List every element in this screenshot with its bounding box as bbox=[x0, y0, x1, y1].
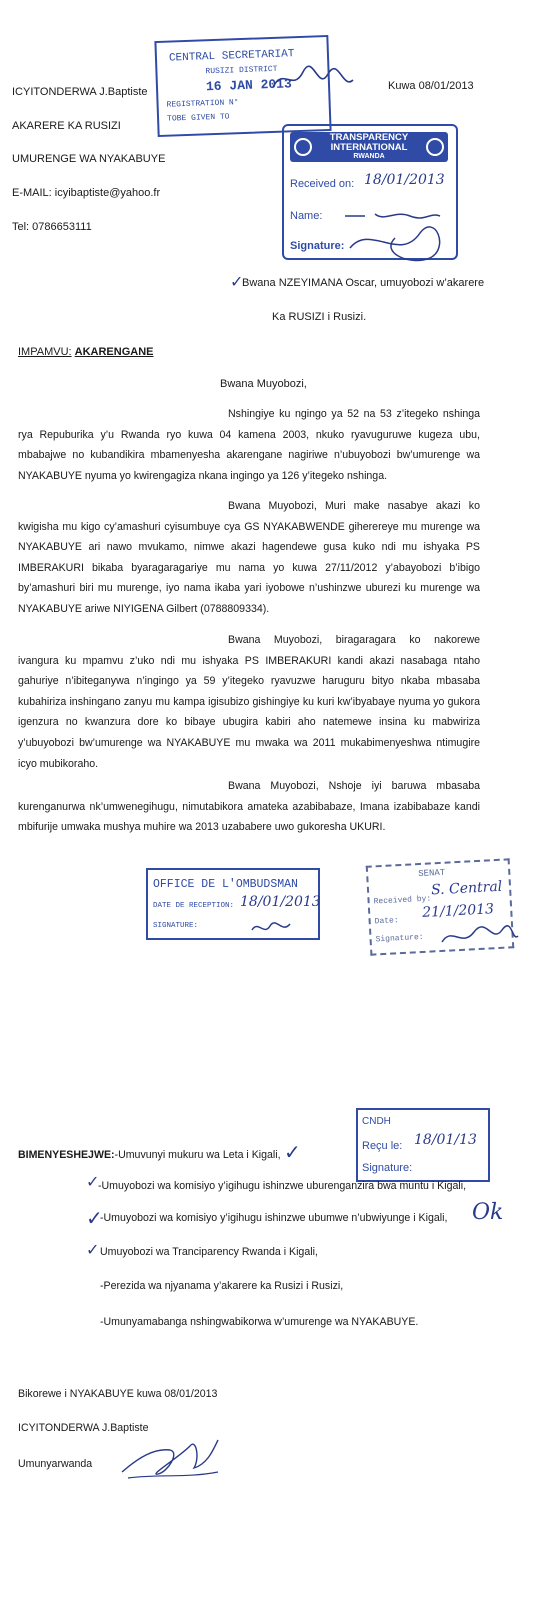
sender-district: AKARERE KA RUSIZI bbox=[12, 120, 121, 132]
copy-item: -Perezida wa njyanama y’akarere ka Rusizi i Rusizi, bbox=[100, 1280, 344, 1292]
central-stamp-date: 16 JAN 2013 bbox=[205, 76, 293, 95]
copies-label: BIMENYESHEJWE: bbox=[18, 1149, 115, 1161]
central-stamp-title: CENTRAL SECRETARIAT bbox=[168, 48, 295, 65]
ti-org-line3: RWANDA bbox=[353, 153, 385, 160]
check-icon: ✓ bbox=[230, 272, 244, 291]
sender-tel: Tel: 0786653111 bbox=[12, 221, 92, 233]
check-icon: ✓ bbox=[284, 1140, 301, 1164]
senate-received-label: Received by: bbox=[373, 894, 432, 907]
cndh-recu-label: Reçu le: bbox=[362, 1140, 403, 1152]
subject-label: IMPAMVU: bbox=[18, 346, 72, 358]
senate-signature-scribble bbox=[440, 922, 520, 952]
body-paragraph: Nshingiye ku ngingo ya 52 na 53 z’itegeko nshinga rya Repuburika y’u Rwanda ryo kuwa 04 kamena 2003, nkuko ryavuguruwe kugeza ubu, mbabajwe no kubandikira mbamenyesha akarengane nagiriwe n’ubuyobozi bw’umurenge wa NYAKABUYE nyuma yo kwirengagiza nkana ingingo ya 126 y’itegeko nshinga. bbox=[18, 408, 480, 482]
ti-name-label: Name: bbox=[290, 210, 323, 222]
letter-date: Kuwa 08/01/2013 bbox=[388, 80, 474, 92]
cndh-stamp bbox=[356, 1108, 490, 1182]
body-paragraph: Bwana Muyobozi, biragaragara ko nakorewe ivangura ku mpamvu z’uko ndi mu ishyaka PS IMBERAKURI kandi akazi nasabaga ntaho gahuriye n’ibiteganywa n’ingingo ya 59 y’itegeko ryavuzwe haruguru bityo nkaba mbasaba kubahiriza inshingano zanyu mu kampa igisubizo gishingiye ku kuri kw’ibyabaye nyuma yo gukora igenzura no kwanzura dore ko bibaye ubugira kabiri aho natemewe insina ku mabwiriza y’ubuyobozi bw’umurenge wa NYAKABUYE mu mwaka wa 2011 mukabimenyeshwa ntimugire icyo mubikoraho. bbox=[18, 634, 480, 770]
recipient-line2: Ka RUSIZI i Rusizi. bbox=[272, 311, 367, 323]
check-icon: ✓ bbox=[86, 1172, 100, 1191]
sender-sector: UMURENGE WA NYAKABUYE bbox=[12, 153, 166, 165]
body-paragraph: Bwana Muyobozi, Muri make nasabye akazi ko kwigisha mu kigo cy’amashuri cyisumbuye cya GS NYAKABWENDE giherereye mu murenge wa NYAKABUYE ari nawo mvukamo, nimwe akazi hagendewe gusa kuko ndi mu ishyaka PS IMBERAKURI bikaba byaragaragariye mu nama yo kuwa 27/11/2012 y’abayobozi b’ibigo by’amashuri biri mu murenge, iyo nama ikaba yari iyobowe n’ushinzwe uburezi ku murenge wa NYAKABUYE ariwe NIYIGENA Gilbert (0788809334). bbox=[18, 500, 480, 615]
senate-date-label: Date: bbox=[374, 916, 399, 927]
salutation: Bwana Muyobozi, bbox=[220, 378, 307, 390]
copy-item: -Umuvunyi mukuru wa Leta i Kigali, bbox=[114, 1149, 281, 1161]
ti-org-line1: TRANSPARENCY bbox=[329, 132, 409, 143]
copies-first-line bbox=[18, 1149, 281, 1161]
ombudsman-signature-label: SIGNATURE: bbox=[153, 922, 199, 930]
copy-item: -Umuyobozi wa komisiyo y’igihugu ishinzwe uburenganzira bwa muntu i Kigali, bbox=[98, 1180, 467, 1192]
ombudsman-date-label: DATE DE RECEPTION: bbox=[153, 902, 235, 910]
cndh-title: CNDH bbox=[362, 1116, 391, 1127]
senate-stamp-head: SENAT bbox=[417, 867, 446, 880]
ti-signature-label: Signature: bbox=[290, 240, 345, 252]
cndh-signature-label: Signature: bbox=[362, 1162, 413, 1174]
author-signature bbox=[118, 1428, 228, 1488]
senate-received-by: S. Central bbox=[430, 878, 503, 899]
ombudsman-title: OFFICE DE L'OMBUDSMAN bbox=[153, 878, 298, 891]
subject bbox=[18, 346, 153, 358]
ombudsman-signature-scribble bbox=[250, 918, 300, 938]
senate-date: 21/1/2013 bbox=[421, 901, 495, 921]
ti-banner bbox=[290, 132, 448, 162]
ti-received-date: 18/01/2013 bbox=[364, 172, 445, 188]
ok-note: Ok bbox=[472, 1200, 504, 1225]
copy-item: -Umunyamabanga nshingwabikorwa w’umurenge wa NYAKABUYE. bbox=[100, 1316, 419, 1328]
ti-name-scribble bbox=[340, 208, 460, 268]
sender-email: E-MAIL: icyibaptiste@yahoo.fr bbox=[12, 187, 161, 199]
body-paragraph: Bwana Muyobozi, Nshoje iyi baruwa mbasaba kurenganurwa nk’umwenegihugu, nimutabikora amateka azabibabaze, Imana izabibabaze kandi mbifurije umwaka mushya muhire wa 2013 uzababere uwo gukoresha UKURI. bbox=[18, 780, 480, 834]
check-icon: ✓ bbox=[86, 1206, 103, 1230]
recipient-line1: Bwana NZEYIMANA Oscar, umuyobozi w’akarere bbox=[242, 277, 485, 289]
senate-signature-label: Signature: bbox=[375, 932, 424, 945]
sender-name: ICYITONDERWA J.Baptiste bbox=[12, 86, 148, 98]
closing-place-date: Bikorewe i NYAKABUYE kuwa 08/01/2013 bbox=[18, 1388, 218, 1400]
central-stamp-tobe: TOBE GIVEN TO bbox=[166, 112, 230, 124]
copy-item: Umuyobozi wa Tranciparency Rwanda i Kigali, bbox=[100, 1246, 318, 1258]
closing-title: Umunyarwanda bbox=[18, 1458, 93, 1470]
subject-value: AKARENGANE bbox=[74, 346, 154, 358]
closing-name: ICYITONDERWA J.Baptiste bbox=[18, 1422, 149, 1434]
check-icon: ✓ bbox=[86, 1240, 100, 1259]
ti-received-label: Received on: bbox=[290, 178, 355, 190]
ti-org-line2: INTERNATIONAL bbox=[330, 141, 408, 153]
central-stamp-reg: REGISTRATION N° bbox=[166, 98, 239, 110]
copy-item: -Umuyobozi wa komisiyo y’igihugu ishinzwe ubumwe n’ubwiyunge i Kigali, bbox=[100, 1212, 448, 1224]
cndh-recu-date: 18/01/13 bbox=[414, 1132, 477, 1148]
ombudsman-date: 18/01/2013 bbox=[240, 894, 321, 910]
central-stamp-sub: RUSIZI DISTRICT bbox=[205, 64, 278, 77]
central-signature-scribble bbox=[268, 62, 358, 102]
